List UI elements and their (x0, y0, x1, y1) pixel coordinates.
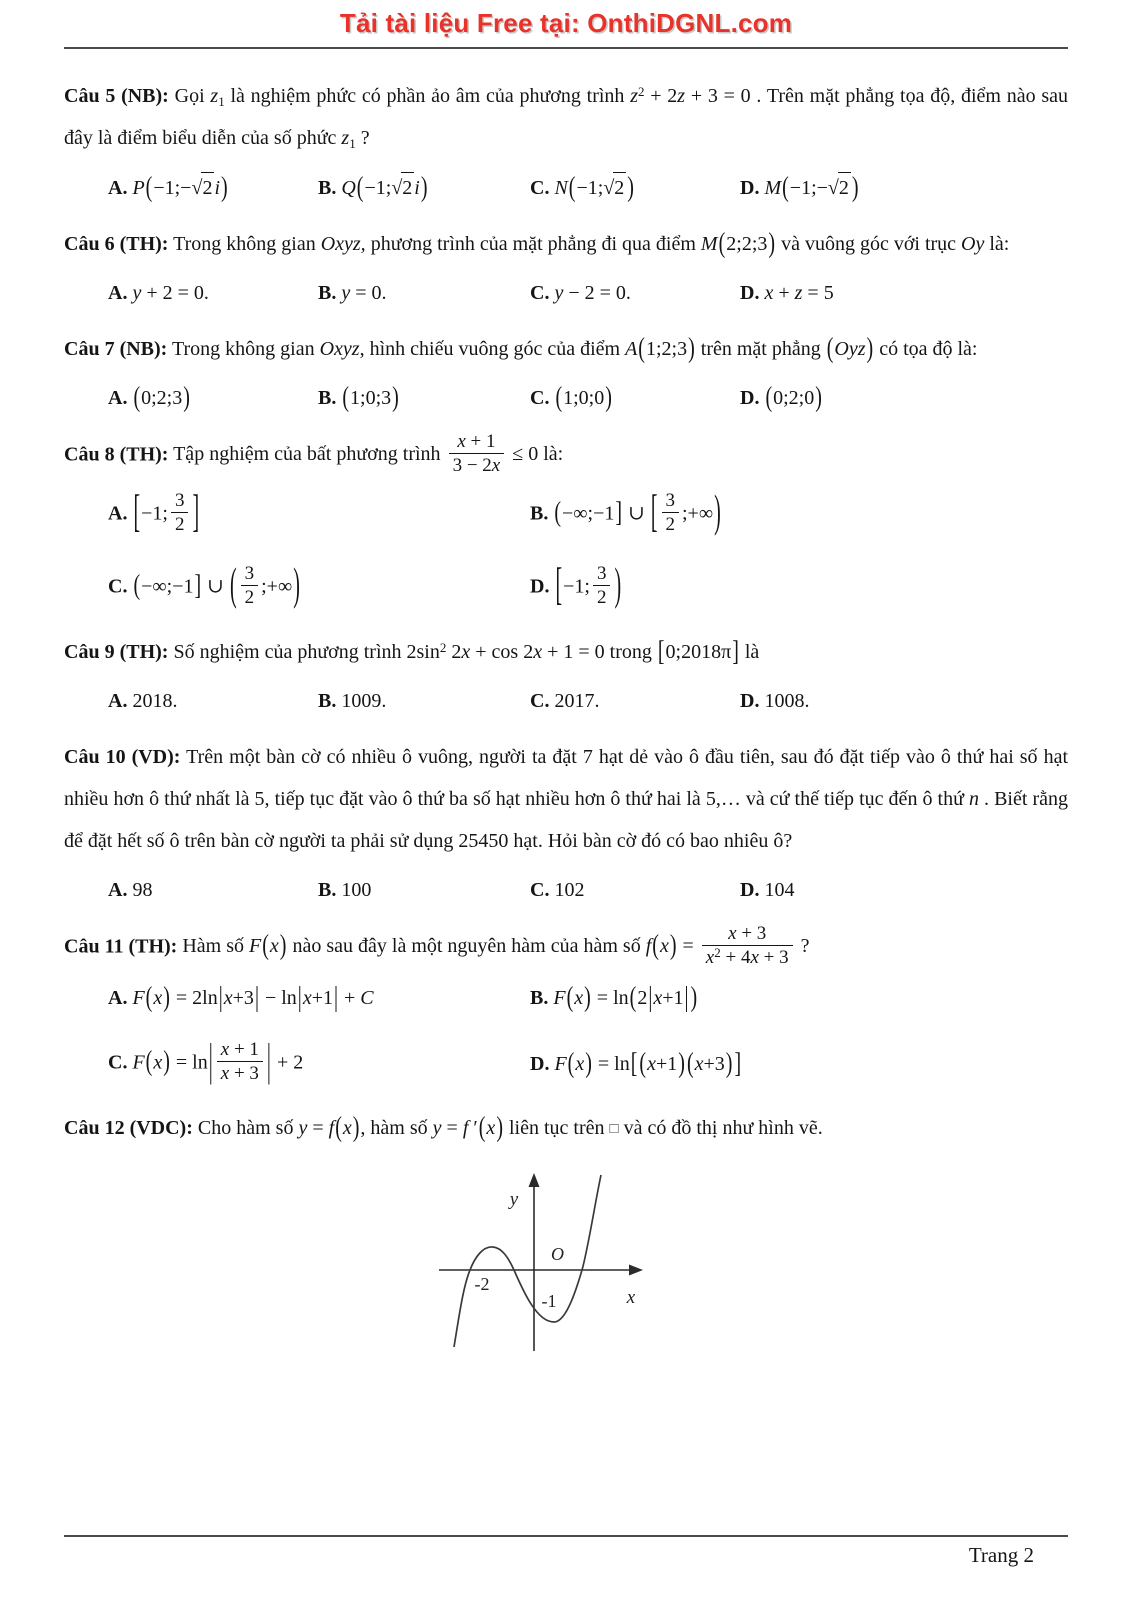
question-10-options (108, 862, 1068, 915)
question-10 (64, 736, 1068, 915)
option-key: D. (530, 575, 550, 598)
option-a: A. 2018. (108, 689, 178, 712)
x-axis-arrow-icon (629, 1264, 643, 1275)
question-11-statement (64, 922, 1068, 971)
question-6 (64, 223, 1068, 318)
question-text: Tập nghiệm của bất phương trình $\frac{x + 1}{3 - 2x}$ ≤ 0 là: (173, 431, 564, 477)
page-header-title: Tải tài liệu Free tại: OnthiDGNL.com (339, 8, 793, 38)
option-key: D. (740, 878, 760, 901)
option-key: B. (318, 878, 337, 901)
question-7 (64, 328, 1068, 423)
option-key: A. (108, 987, 128, 1010)
option-key: B. (318, 282, 337, 304)
question-8-statement (64, 433, 1068, 479)
question-8-options (108, 479, 1068, 621)
question-text: Trong không gian Oxyz, phương trình của mặt phẳng đi qua điểm M(2;2;3) và vuông góc với trục Oy là: (173, 227, 1010, 260)
option-key: A. (108, 501, 128, 524)
page-footer (64, 1535, 1068, 1568)
footer-rule (64, 1535, 1068, 1537)
option-b: B. 1009. (318, 689, 387, 712)
question-8 (64, 433, 1068, 621)
question-text: Số nghiệm của phương trình $2\sin^2$ 2x + cos 2x + 1 = 0 trong [0;2018π] là (173, 634, 760, 667)
option-c: C. F(x) = ln| $\frac{x + 1}{x + 3}$ | + 2 (108, 1036, 304, 1087)
question-7-options (108, 370, 1068, 423)
question-12-statement (64, 1107, 1068, 1151)
option-b: B. 100 (318, 878, 372, 901)
question-9-options (108, 673, 1068, 726)
option-c: C. 2017. (530, 689, 600, 712)
option-a: A. [−1; $\frac{3}{2}$ ] (108, 487, 200, 537)
option-b: B. Q(−1;√2 i) (318, 171, 428, 204)
option-b: B. F(x) = ln(2|x+1| ) (530, 981, 698, 1014)
option-key: A. (108, 878, 128, 901)
option-c: C. (−∞;−1] ∪ ( $\frac{3}{2}$ ;+∞) (108, 560, 300, 611)
option-d: D. 1008. (740, 689, 810, 712)
question-label: Câu 6 (TH): (64, 233, 169, 255)
question-10-statement (64, 736, 1068, 862)
tick-label-minus-1: -1 (541, 1290, 557, 1311)
option-d: D. [−1; $\frac{3}{2}$ ) (530, 560, 622, 611)
option-key: A. (108, 387, 128, 409)
question-9-statement (64, 631, 1068, 673)
derivative-graph-figure (401, 1161, 731, 1373)
option-key: B. (318, 689, 337, 712)
option-b: B. (1;0;3) (318, 381, 399, 414)
option-a: A. 98 (108, 878, 153, 901)
option-key: C. (108, 1051, 128, 1074)
tick-label-minus-2: -2 (474, 1273, 490, 1294)
question-label: Câu 9 (TH): (64, 640, 169, 663)
question-label: Câu 7 (NB): (64, 338, 168, 360)
y-axis-arrow-icon (529, 1173, 540, 1187)
option-d: D. F(x) = ln[ (x+1) (x+3) ] (530, 1047, 742, 1080)
option-key: C. (530, 282, 550, 304)
option-b: B. (−∞;−1] ∪ [ $\frac{3}{2}$ ;+∞) (530, 487, 721, 537)
option-key: A. (108, 282, 128, 304)
option-key: D. (530, 1052, 550, 1075)
question-label: Câu 11 (TH): (64, 934, 178, 957)
option-key: A. (108, 689, 128, 712)
question-6-options (108, 265, 1068, 318)
question-label: Câu 12 (VDC): (64, 1116, 193, 1139)
option-key: B. (530, 501, 549, 524)
page-number: Trang 2 (968, 1543, 1034, 1567)
option-key: D. (740, 689, 760, 712)
option-key: B. (318, 177, 337, 199)
question-label: Câu 10 (VD): (64, 745, 181, 768)
question-text: Cho hàm số y = f(x), hàm số y = f ′(x) liên tục trên □ và có đồ thị như hình vẽ. (197, 1110, 823, 1143)
question-list (64, 75, 1068, 1151)
option-d: D. x + z = 5 (740, 282, 834, 304)
question-text: Hàm số F(x) nào sau đây là một nguyên hàm của hàm số f(x) = $\frac{x + 3}{x^2 + 4x + 3}$ ? (182, 922, 810, 968)
question-7-statement (64, 328, 1068, 370)
option-a: A. P(−1;−√2 i) (108, 171, 228, 204)
option-key: C. (530, 177, 550, 199)
question-11-options (108, 970, 1068, 1097)
derivative-graph (401, 1161, 731, 1373)
question-text: Trên một bàn cờ có nhiều ô vuông, người ta đặt 7 hạt dẻ vào ô đầu tiên, sau đó đặt tiếp vào ô thứ hai số hạt nhiều hơn ô thứ nhất là 5, tiếp tục đặt vào ô thứ ba số hạt nhiều hơn ô thứ hai là 5,… và cứ thế tiếp tục đến ô thứ n . Biết rằng để đặt hết số ô trên bàn cờ người ta phải sử dụng 25450 hạt. Hỏi bàn cờ đó có bao nhiêu ô? (64, 745, 1068, 852)
option-key: D. (740, 282, 760, 304)
option-key: B. (530, 987, 549, 1010)
question-5 (64, 75, 1068, 213)
y-axis-label: y (509, 1188, 519, 1210)
question-label: Câu 8 (TH): (64, 443, 169, 466)
origin-label: O (551, 1243, 564, 1264)
option-key: C. (530, 387, 550, 409)
option-key: A. (108, 177, 128, 199)
option-c: C. 102 (530, 878, 585, 901)
question-12 (64, 1107, 1068, 1151)
option-key: D. (740, 177, 760, 199)
option-c: C. y − 2 = 0. (530, 282, 631, 304)
question-5-options (108, 159, 1068, 213)
option-c: C. N(−1;√2 ) (530, 171, 634, 204)
question-text: Trong không gian Oxyz, hình chiếu vuông góc của điểm A(1;2;3) trên mặt phẳng (Oyz) có tọa độ là: (171, 332, 978, 365)
question-text: Gọi $z_1$ là nghiệm phức có phần ảo âm của phương trình $z^2 + 2z + 3 = 0$ . Trên mặt phẳng tọa độ, điểm nào sau đây là điểm biểu diễn của số phức $z_1$ ? (64, 84, 1069, 151)
page-header (64, 8, 1068, 49)
question-11 (64, 922, 1068, 1097)
option-key: D. (740, 387, 760, 409)
option-key: C. (108, 575, 128, 598)
option-a: A. F(x) = 2ln|x+3| − ln|x+1| + C (108, 981, 374, 1014)
option-key: C. (530, 689, 550, 712)
option-key: B. (318, 387, 337, 409)
option-a: A. y + 2 = 0. (108, 282, 209, 304)
header-rule (64, 47, 1068, 49)
question-9 (64, 631, 1068, 726)
option-d: D. M(−1;−√2 ) (740, 171, 859, 204)
x-axis-label: x (626, 1286, 636, 1308)
question-label: Câu 5 (NB): (64, 85, 169, 107)
question-5-statement (64, 75, 1068, 159)
curve-f-prime (454, 1175, 601, 1347)
option-b: B. y = 0. (318, 282, 387, 304)
option-c: C. (1;0;0) (530, 381, 612, 414)
option-key: C. (530, 878, 550, 901)
question-6-statement (64, 223, 1068, 265)
option-d: D. 104 (740, 878, 795, 901)
option-d: D. (0;2;0) (740, 381, 822, 414)
option-a: A. (0;2;3) (108, 381, 190, 414)
